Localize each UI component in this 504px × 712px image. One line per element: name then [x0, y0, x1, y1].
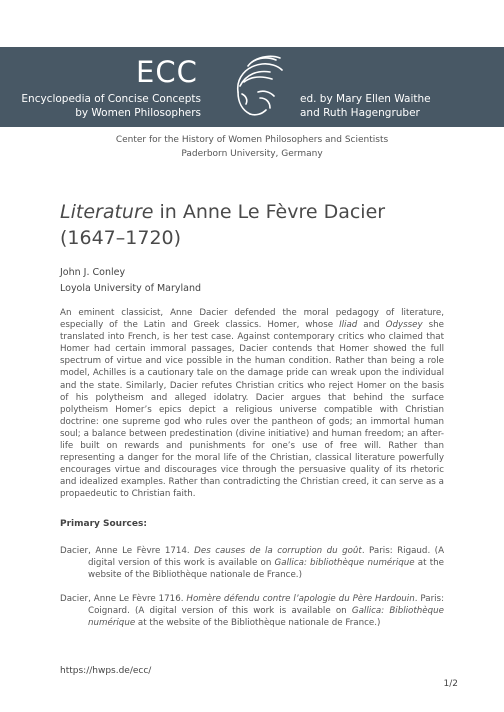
primary-sources-heading: Primary Sources:: [60, 519, 147, 529]
encyclopedia-subtitle: [21, 92, 201, 120]
editors-line-1: ed. by Mary Ellen Waithe: [300, 93, 431, 105]
article-title: [60, 199, 385, 251]
institution-line-1: Center for the History of Women Philosophers and Scientists: [115, 135, 389, 145]
title-rest: in Anne Le Fèvre Dacier: [153, 201, 386, 223]
ref2-gallica: Gallica: Bibliothèque numérique: [88, 606, 444, 629]
subtitle-line-2: by Women Philosophers: [75, 107, 201, 119]
ref2-note: at the website of the Bibliothèque nationale de France.): [135, 618, 381, 629]
abstract: [60, 307, 444, 501]
ref1-gallica: Gallica: bibliothèque numérique: [274, 558, 415, 569]
reference-1: [60, 545, 444, 581]
reference-2: [60, 593, 444, 629]
header-banner: [0, 47, 504, 127]
abstract-odyssey: Odyssey: [385, 320, 423, 331]
title-italic: Literature: [60, 201, 154, 223]
ref1-title: Des causes de la corruption du goût: [194, 546, 362, 556]
ecc-logo: ECC: [136, 55, 198, 89]
title-dates: (1647–1720): [60, 227, 182, 249]
subtitle-line-1: Encyclopedia of Concise Concepts: [21, 93, 201, 105]
author-affiliation: Loyola University of Maryland: [60, 283, 202, 294]
ref2-title: Homère défendu contre l’apologie du Père Hardouin: [186, 594, 415, 604]
ref2-publisher: . Paris: Coignard. (A digital version of this work is available on: [88, 594, 445, 617]
abstract-text-2: she translated into French, is her test case. Against contemporary critics who claimed that Homer had certain immoral passages, Dacier contends that Homer showed the full spectrum of virtue and vice possible in the human condition. Rather than being a role model, Achilles is a cautionary tale on the damage pride can wreak upon the individual and the state. Similarly, Dacier refutes Christian critics who reject Homer on the basis of his polytheism and alleged idolatry. Dacier argues that behind the surface polytheism Homer’s epics depict a religious universe compatible with Christian doctrine: one supreme god who rules over the pantheon of gods; an immortal human soul; a balance between predestination (divine initiative) and human freedom; an after-life built on rewards and punishments for one’s use of free will. Rather than representing a danger for the moral life of the Christian, classical literature powerfully encourages virtue and discourages vice through the persuasive quality of its rhetoric and idealized examples. Rather than contradicting the Christian creed, it can serve as a propaedeutic to Christian faith.: [60, 320, 445, 500]
athena-helmet-icon: [218, 52, 288, 122]
editors: [300, 92, 431, 120]
author-block: [60, 265, 201, 297]
editors-line-2: and Ruth Hagengruber: [300, 107, 420, 119]
abstract-text-1: An eminent classicist, Anne Dacier defended the moral pedagogy of literature, especially of the Latin and Greek classics. Homer, whose: [60, 308, 444, 331]
footer-url-link[interactable]: https://hwps.de/ecc/: [60, 666, 152, 676]
author-name: John J. Conley: [60, 267, 126, 278]
ref2-author: Dacier, Anne Le Fèvre 1716.: [60, 594, 187, 604]
institution-line-2: Paderborn University, Germany: [181, 149, 323, 159]
ref1-publisher: . Paris: Rigaud. (A digital version of this work is available on: [88, 546, 445, 569]
page-number: 1/2: [443, 679, 458, 689]
abstract-iliad: Iliad: [339, 320, 358, 331]
ref1-note: at the website of the Bibliothèque nationale de France.): [88, 558, 444, 581]
abstract-and: and: [357, 320, 386, 331]
institution-block: [0, 133, 504, 161]
ref1-author: Dacier, Anne Le Fèvre 1714.: [60, 546, 195, 556]
